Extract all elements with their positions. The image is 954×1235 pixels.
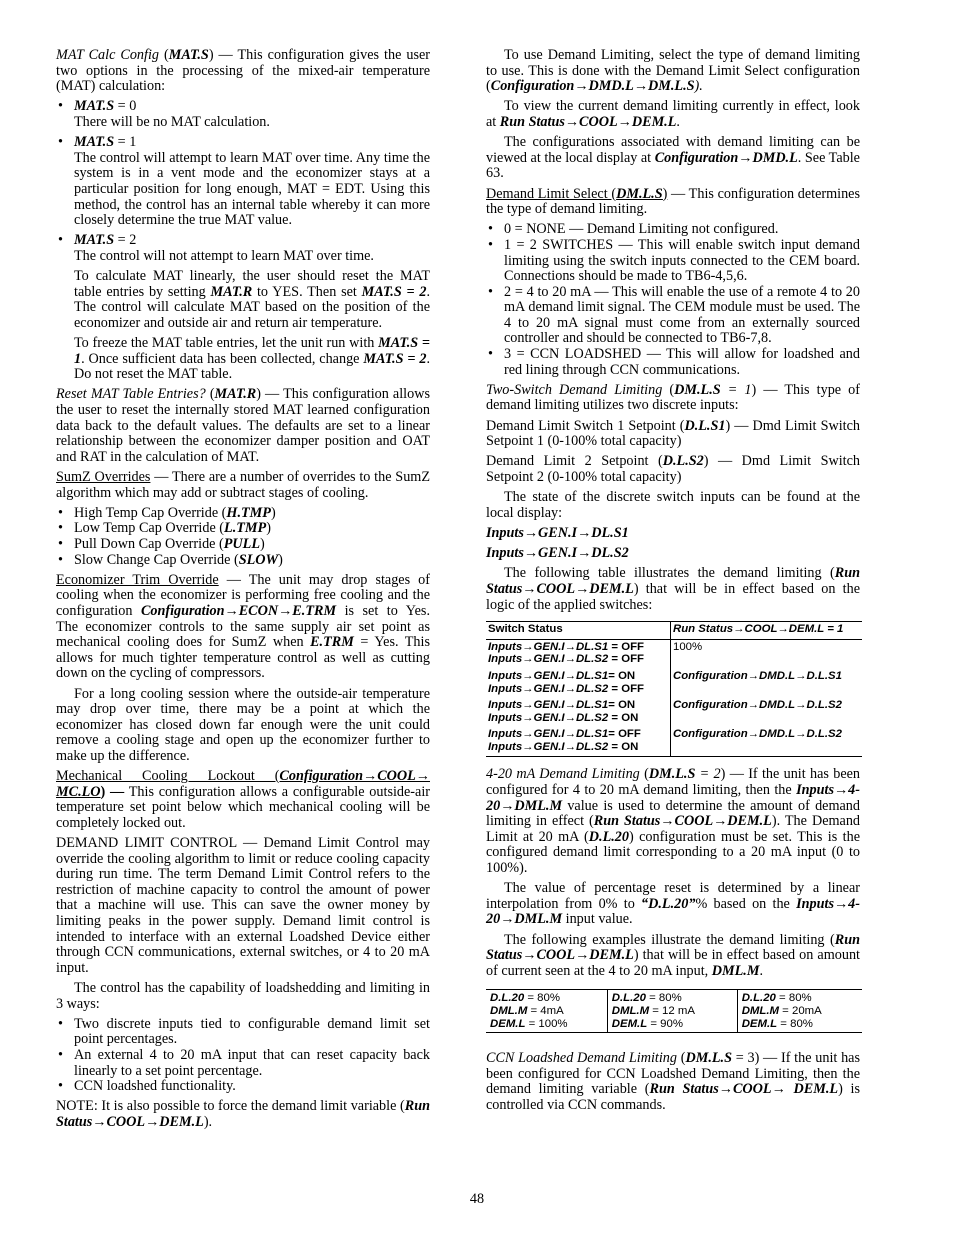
right-column <box>486 48 860 1118</box>
header-run-status: Run Status→COOL→DEM.L = 1 <box>671 622 863 640</box>
note-paragraph: NOTE: It is also possible to force the demand limit variable (Run Status→COOL→DEM.L). <box>56 1098 430 1130</box>
override-item: • High Temp Cap Override (H.TMP) <box>56 506 430 522</box>
view-demand-limiting-paragraph: To view the current demand limiting currently in effect, look at Run Status→COOL→DEM.L. <box>486 98 860 130</box>
two-switch-paragraph: Two-Switch Demand Limiting (DM.L.S = 1) — This type of demand limiting utilizes two discrete inputs: <box>486 381 861 414</box>
select-option: • 2 = 4 to 20 mA — This will enable the use of a remote 4 to 20 mA demand limit signal. The CEM module must be used. The 4 to 20 mA signal must come from an externally sourced controller and should be connected to TB6-7,8. <box>486 285 860 347</box>
examples-row <box>486 990 862 1033</box>
reset-mat-paragraph: Reset MAT Table Entries? (MAT.R) — This configuration allows the user to reset the internally stored MAT learned configuration data back to the default values. The defaults are set to a linear relationship between the economizer damper position and OAT and RAT in the calculation of MAT. <box>56 386 430 465</box>
mat-option-0: • MAT.S = 0 <box>56 99 430 115</box>
economizer-trim-paragraph: Economizer Trim Override — The unit may drop stages of cooling when the economizer is performing free cooling and the configuration Configuration→ECON→E.TRM is set to Yes. The economizer controls to the same supply air set point as mechanical cooling does for SumZ when E.TRM = Yes. This allows for much tighter temperature control as well as cutting down on the cycling of compressors. <box>56 571 430 682</box>
example-cell: D.L.20 = 80% DML.M = 4mA DEM.L = 100% <box>486 990 607 1033</box>
example-cell: D.L.20 = 80% DML.M = 12 mA DEM.L = 90% <box>607 990 737 1033</box>
way-item: • Two discrete inputs tied to configurable demand limit set point percentages. <box>56 1017 430 1048</box>
mat-calc-config-paragraph: MAT Calc Config (MAT.S) — This configuration gives the user two options in the processing of the mixed-air temperature (MAT) calculation: <box>56 47 430 95</box>
override-item: • Pull Down Cap Override (PULL) <box>56 537 430 553</box>
switch-2-setpoint-paragraph: Demand Limit 2 Setpoint (D.L.S2) — Dmd Limit Switch Setpoint 2 (0-100% total capacity) <box>486 453 860 485</box>
ways-intro: The control has the capability of loadshedding and limiting in 3 ways: <box>56 979 430 1012</box>
header-switch-status: Switch Status <box>486 622 671 640</box>
select-option: • 0 = NONE — Demand Limiting not configured. <box>486 222 860 238</box>
switch-1-setpoint-paragraph: Demand Limit Switch 1 Setpoint (D.L.S1) — Dmd Limit Switch Setpoint 1 (0-100% total capacity) <box>486 417 860 450</box>
mat-reset-instructions: To calculate MAT linearly, the user should reset the MAT table entries by setting MAT.R to YES. Then set MAT.S = 2. The control will calculate MAT based on the position of the economizer and outside air and return air temperature. <box>74 268 430 331</box>
select-option: • 1 = 2 SWITCHES — This will enable switch input demand limiting using the switch inputs connected to the CEM board. Connections should be made to TB6-4,5,6. <box>486 238 860 285</box>
way-item: • CCN loadshed functionality. <box>56 1079 430 1095</box>
mat-option-2-text: The control will not attempt to learn MAT over time. <box>74 247 374 264</box>
demand-limit-select-paragraph: Demand Limit Select (DM.L.S) — This configuration determines the type of demand limiting. <box>486 185 860 218</box>
sumz-overrides-paragraph: SumZ Overrides — There are a number of overrides to the SumZ algorithm which may add or subtract stages of cooling. <box>56 469 430 501</box>
mat-option-1: • MAT.S = 1 <box>56 135 430 151</box>
override-item: • Low Temp Cap Override (L.TMP) <box>56 521 430 537</box>
mat-option-2: • MAT.S = 2 <box>56 233 430 249</box>
path-dl-s1: Inputs→GEN.I→DL.S1 <box>486 524 629 541</box>
configurations-paragraph: The configurations associated with demand limiting can be viewed at the local display at Configuration→DMD.L. See Table 63. <box>486 134 860 182</box>
demand-limit-select-list <box>486 222 860 378</box>
percentage-reset-paragraph: The value of percentage reset is determined by a linear interpolation from 0% to “D.L.20”% based on the Inputs→4-20→DML.M input value. <box>486 880 860 928</box>
ccn-loadshed-paragraph: CCN Loadshed Demand Limiting (DM.L.S = 3) — If the unit has been configured for CCN Loadshed Demand Limiting, then the demand limiting variable (Run Status→COOL→ DEM.L) is controlled via CCN commands. <box>486 1050 860 1113</box>
way-item: • An external 4 to 20 mA input that can reset capacity back linearly to a set point percentage. <box>56 1048 430 1079</box>
demand-limit-control-paragraph: DEMAND LIMIT CONTROL — Demand Limit Control may override the cooling algorithm to limit or reduce cooling capacity during run time. The term Demand Limit Control refers to the restriction of machine capacity to control the amount of power that a machine will use. This can save the owner money by limiting peaks in the power supply. Demand limit control is intended to interface with an external Loadshed Device either through CCN communications, external switches, or 4 to 20 mA input. <box>56 835 430 976</box>
override-item: • Slow Change Cap Override (SLOW) <box>56 553 430 569</box>
ways-list <box>56 1017 430 1095</box>
long-cooling-paragraph: For a long cooling session where the outside-air temperature may drop over time, there may be a point at which the economizer has closed down far enough were the unit could remove a cooling stage and open up the economizer further to make up the difference. <box>56 685 430 764</box>
page-number: 48 <box>469 1191 485 1207</box>
example-cell: D.L.20 = 80% DML.M = 20mA DEM.L = 80% <box>737 990 862 1033</box>
switch-state-paragraph: The state of the discrete switch inputs can be found at the local display: <box>486 489 860 521</box>
examples-table <box>486 989 862 1033</box>
switch-status-table <box>486 621 862 757</box>
select-option: • 3 = CCN LOADSHED — This will allow for loadshed and red lining through CCN communications. <box>486 347 860 378</box>
ma-demand-limiting-paragraph: 4-20 mA Demand Limiting (DM.L.S = 2) — If the unit has been configured for 4 to 20 mA demand limiting, then the Inputs→4-20→DML.M value is used to determine the amount of demand limiting in effect (Run Status→COOL→DEM.L). The Demand Limit at 20 mA (D.L.20) configuration must be set. This is the configured demand limit corresponding to a 20 mA input (0 to 100%). <box>486 766 861 877</box>
table-row: Inputs→GEN.I→DL.S1= ON Inputs→GEN.I→DL.S2 = ON Configuration→DMD.L→D.L.S2 <box>486 698 862 727</box>
left-column <box>56 48 430 1135</box>
mat-freeze-instructions: To freeze the MAT table entries, let the unit run with MAT.S = 1. Once sufficient data has been collected, change MAT.S = 2. Do not reset the MAT table. <box>74 335 431 383</box>
mat-option-1-text: The control will attempt to learn MAT over time. Any time the system is in a vent mode and the economizer stays at a particular position for long enough, MAT = EDT. Using this method, the control has an internal table whereby it can more closely determine the true MAT value. <box>74 149 430 229</box>
mechanical-lockout-paragraph: Mechanical Cooling Lockout (Configuration→COOL→ MC.LO) — This configuration allows a configurable outside-air temperature set point below which mechanical cooling will be completely locked out. <box>56 768 430 831</box>
table-row: Inputs→GEN.I→DL.S1 = OFF Inputs→GEN.I→DL.S2 = OFF 100% <box>486 639 862 669</box>
table-row: Inputs→GEN.I→DL.S1= ON Inputs→GEN.I→DL.S2 = OFF Configuration→DMD.L→D.L.S1 <box>486 669 862 698</box>
path-dl-s2: Inputs→GEN.I→DL.S2 <box>486 545 629 562</box>
table-row: Inputs→GEN.I→DL.S1= OFF Inputs→GEN.I→DL.S2 = ON Configuration→DMD.L→D.L.S2 <box>486 727 862 757</box>
examples-intro-paragraph: The following examples illustrate the demand limiting (Run Status→COOL→DEM.L) that will be in effect based on amount of current seen at the 4 to 20 mA input, DML.M. <box>486 931 860 979</box>
mat-option-0-text: There will be no MAT calculation. <box>74 113 270 130</box>
table-header-row <box>486 622 862 640</box>
use-demand-limiting-paragraph: To use Demand Limiting, select the type of demand limiting to use. This is done with the Demand Limit Select configuration (Configuration→DMD.L→DM.L.S). <box>486 47 860 95</box>
override-list <box>56 506 430 568</box>
table-intro-paragraph: The following table illustrates the demand limiting (Run Status→COOL→DEM.L) that will be in effect based on the logic of the applied switches: <box>486 565 860 613</box>
